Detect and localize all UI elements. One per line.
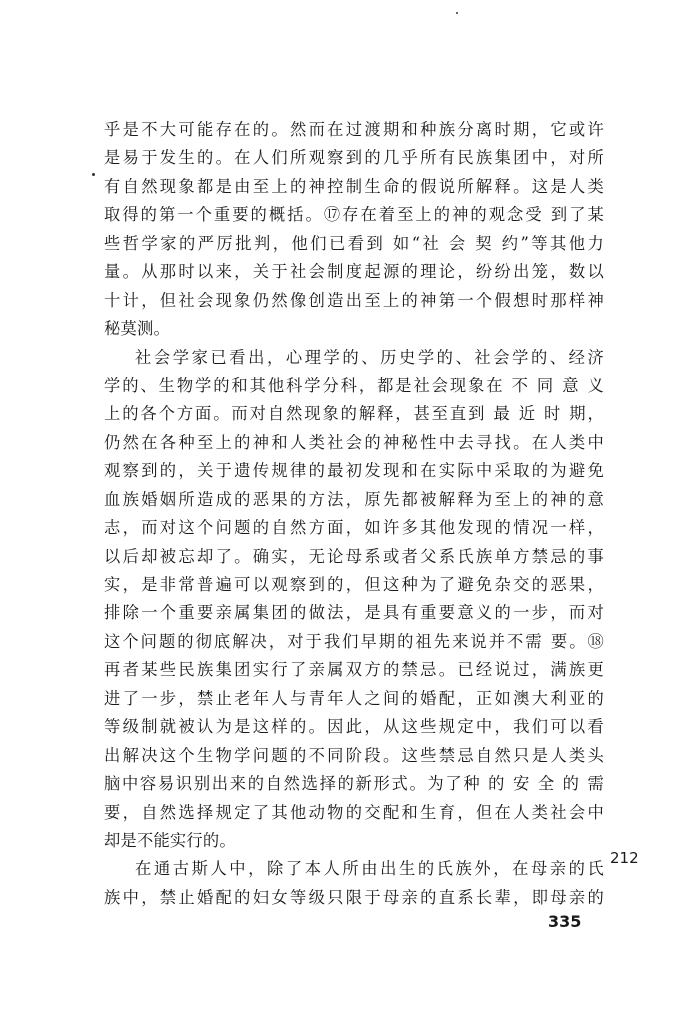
scan-speck bbox=[456, 12, 458, 14]
text-line: 等级制就被认为是这样的。因此，从这些规定中，我们可以看 bbox=[104, 717, 604, 737]
text-line: 十计，但社会现象仍然像创造出至上的神第一个假想时那样神 bbox=[104, 290, 604, 310]
text-line: 取得的第一个重要的概括。⑰存在着至上的神的观念受 到了某 bbox=[104, 205, 604, 225]
text-line: 出解决这个生物学问题的不同阶段。这些禁忌自然只是人类头 bbox=[104, 745, 604, 765]
text-line: 学的、生物学的和其他科学分科，都是社会现象在 不 同 意 义 bbox=[104, 375, 604, 395]
text-line: 族中，禁止婚配的妇女等级只限于母亲的直系长辈，即母亲的 bbox=[104, 887, 604, 907]
text-line: 进了一步，禁止老年人与青年人之间的婚配，正如澳大利亚的 bbox=[104, 688, 604, 708]
text-line: 量。从那时以来，关于社会制度起源的理论，纷纷出笼，数以 bbox=[104, 262, 604, 282]
text-line: 再者某些民族集团实行了亲属双方的禁忌。已经说过，满族更 bbox=[104, 660, 604, 680]
text-line: 有自然现象都是由至上的神控制生命的假说所解释。这是人类 bbox=[104, 176, 604, 196]
text-line: 社会学家已看出，心理学的、历史学的、社会学的、经济 bbox=[135, 347, 604, 367]
text-line: 上的各个方面。而对自然现象的解释，甚至直到 最 近 时 期， bbox=[104, 404, 604, 424]
text-line: 以后却被忘却了。确实，无论母系或者父系氏族单方禁忌的事 bbox=[104, 546, 604, 566]
body-text bbox=[104, 116, 604, 912]
text-line: 实，是非常普遍可以观察到的，但这种为了避免杂交的恶果， bbox=[104, 575, 604, 594]
text-line: 秘莫测。 bbox=[104, 319, 170, 339]
scan-speck bbox=[92, 173, 95, 176]
text-line: 却是不能实行的。 bbox=[104, 830, 236, 850]
text-line: 观察到的，关于遗传规律的最初发现和在实际中采取的为避免 bbox=[104, 461, 604, 481]
text-line: 血族婚姻所造成的恶果的方法，原先都被解释为至上的神的意 bbox=[104, 489, 604, 509]
text-line: 这个问题的彻底解决，对于我们早期的祖先来说并不需 要。⑱ bbox=[104, 631, 604, 651]
text-line: 要，自然选择规定了其他动物的交配和生育，但在人类社会中 bbox=[104, 802, 604, 822]
text-line: 脑中容易识别出来的自然选择的新形式。为了种 的 安 全 的 需 bbox=[104, 774, 604, 794]
text-line: 仍然在各种至上的神和人类社会的神秘性中去寻找。在人类中 bbox=[104, 432, 604, 452]
margin-page-reference: 212 bbox=[610, 849, 639, 867]
text-line: 乎是不大可能存在的。然而在过渡期和种族分离时期，它或许 bbox=[104, 120, 604, 139]
text-line: 些哲学家的严厉批判，他们已看到 如“社 会 契 约”等其他力 bbox=[104, 233, 604, 253]
page-number: 335 bbox=[548, 912, 582, 931]
text-line: 是易于发生的。在人们所观察到的几乎所有民族集团中，对所 bbox=[104, 148, 604, 168]
text-line: 在通古斯人中，除了本人所由出生的氏族外，在母亲的氏 bbox=[135, 859, 604, 879]
text-line: 志，而对这个问题的自然方面，如许多其他发现的情况一样， bbox=[104, 518, 604, 538]
text-line: 排除一个重要亲属集团的做法，是具有重要意义的一步，而对 bbox=[104, 603, 604, 623]
